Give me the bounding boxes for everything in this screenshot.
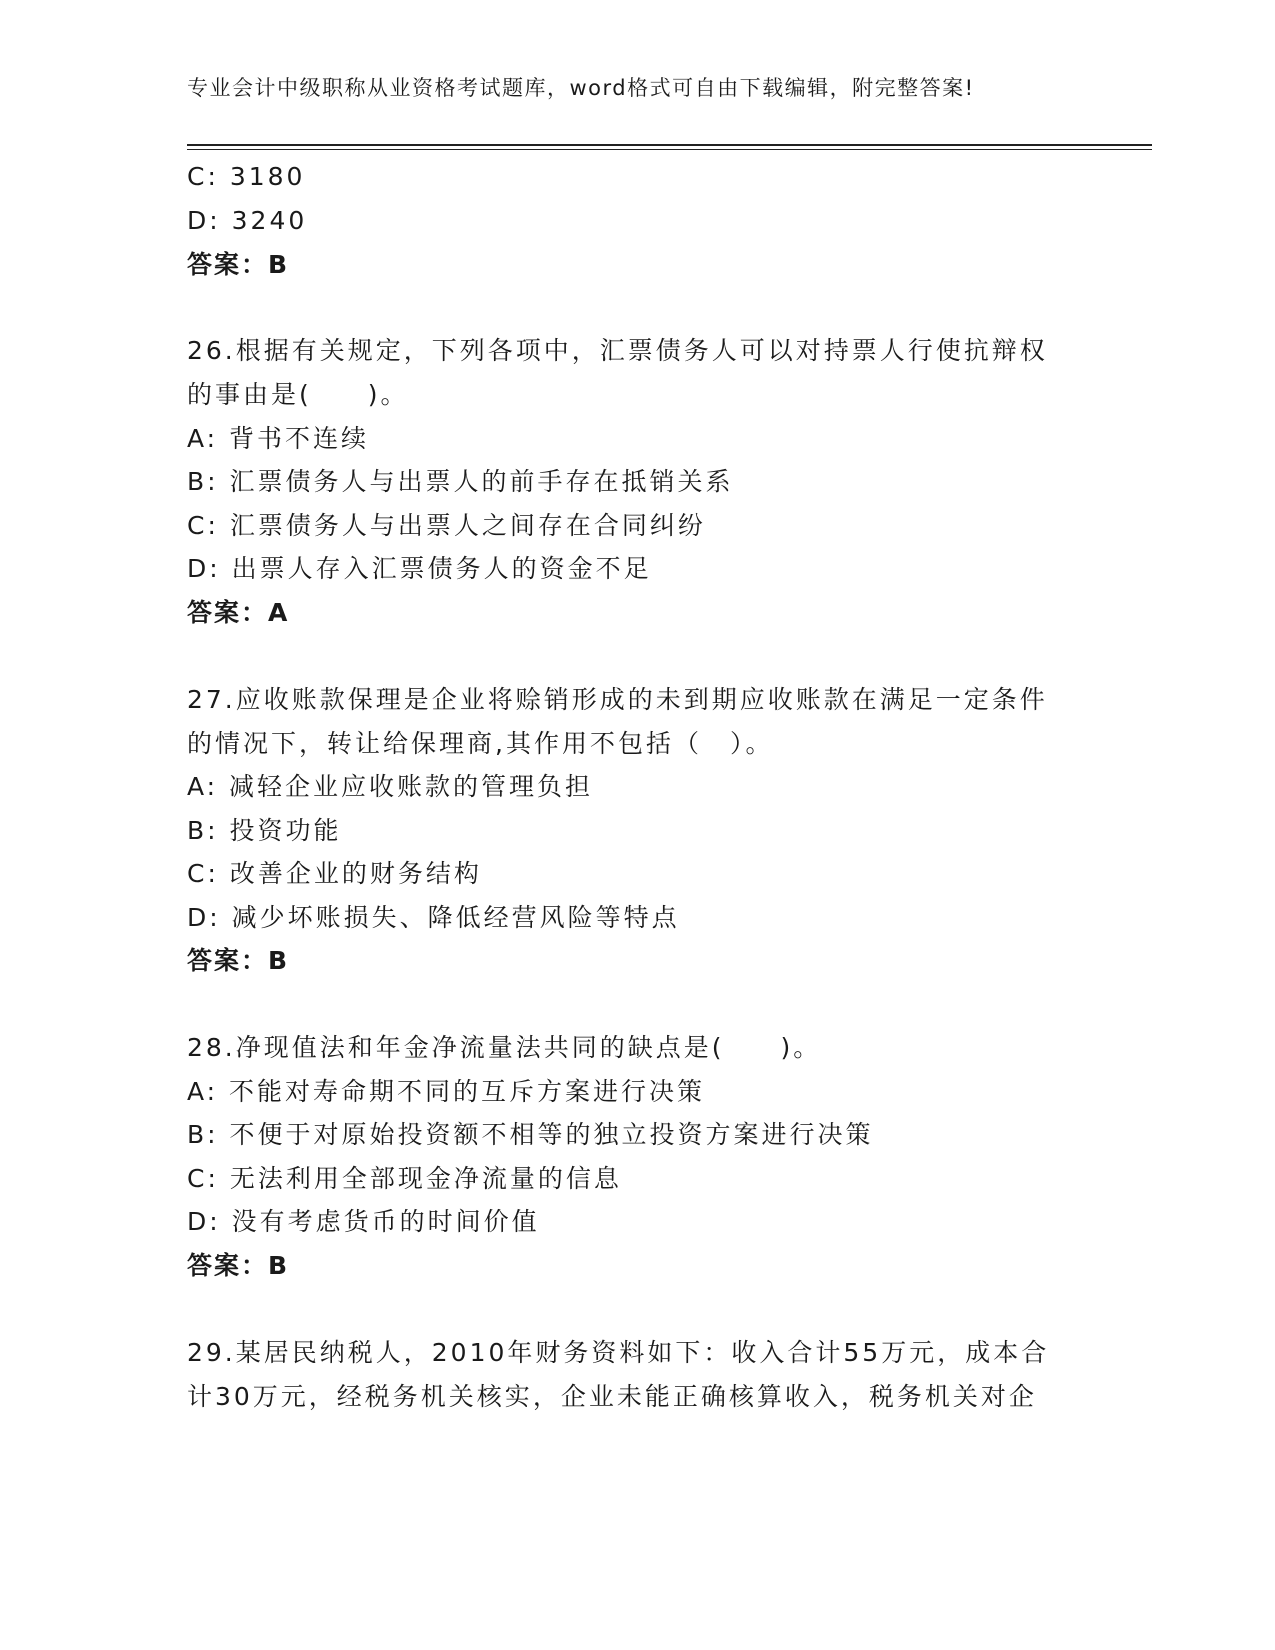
option-a: A: 减轻企业应收账款的管理负担 xyxy=(187,772,594,801)
question-stem-continued: 计30万元，经税务机关核实，企业未能正确核算收入，税务机关对企 xyxy=(187,1382,1037,1411)
question-number: 26. xyxy=(187,336,236,365)
option-d: D: 没有考虑货币的时间价值 xyxy=(187,1207,540,1236)
question-stem-continued: 的情况下，转让给保理商,其作用不包括（ ）。 xyxy=(187,729,774,758)
answer-line: 答案：B xyxy=(187,250,290,279)
question-number: 29. xyxy=(187,1338,236,1367)
answer-line: 答案：B xyxy=(187,1251,290,1280)
option-c: C: 3180 xyxy=(187,162,306,191)
answer-line: 答案：A xyxy=(187,598,290,627)
option-d: D: 减少坏账损失、降低经营风险等特点 xyxy=(187,903,680,932)
option-a: A: 不能对寿命期不同的互斥方案进行决策 xyxy=(187,1077,706,1106)
question-stem: 26.根据有关规定，下列各项中，汇票债务人可以对持票人行使抗辩权 xyxy=(187,336,1048,365)
question-number: 28. xyxy=(187,1033,236,1062)
option-b: B: 不便于对原始投资额不相等的独立投资方案进行决策 xyxy=(187,1120,874,1149)
option-d: D: 出票人存入汇票债务人的资金不足 xyxy=(187,554,652,583)
question-stem: 28.净现值法和年金净流量法共同的缺点是( )。 xyxy=(187,1033,822,1062)
question-number: 27. xyxy=(187,685,236,714)
question-stem: 27.应收账款保理是企业将赊销形成的未到期应收账款在满足一定条件 xyxy=(187,685,1048,714)
header-rule xyxy=(187,144,1152,146)
option-c: C: 无法利用全部现金净流量的信息 xyxy=(187,1164,622,1193)
option-a: A: 背书不连续 xyxy=(187,424,370,453)
question-stem-continued: 的事由是( )。 xyxy=(187,380,409,409)
option-c: C: 改善企业的财务结构 xyxy=(187,859,482,888)
option-d: D: 3240 xyxy=(187,206,308,235)
answer-line: 答案：B xyxy=(187,946,290,975)
header-rule-thin xyxy=(187,149,1152,150)
page-header: 专业会计中级职称从业资格考试题库，word格式可自由下载编辑，附完整答案! xyxy=(187,76,975,100)
option-c: C: 汇票债务人与出票人之间存在合同纠纷 xyxy=(187,511,706,540)
option-b: B: 投资功能 xyxy=(187,816,342,845)
option-b: B: 汇票债务人与出票人的前手存在抵销关系 xyxy=(187,467,734,496)
question-stem: 29.某居民纳税人，2010年财务资料如下：收入合计55万元，成本合 xyxy=(187,1338,1050,1367)
